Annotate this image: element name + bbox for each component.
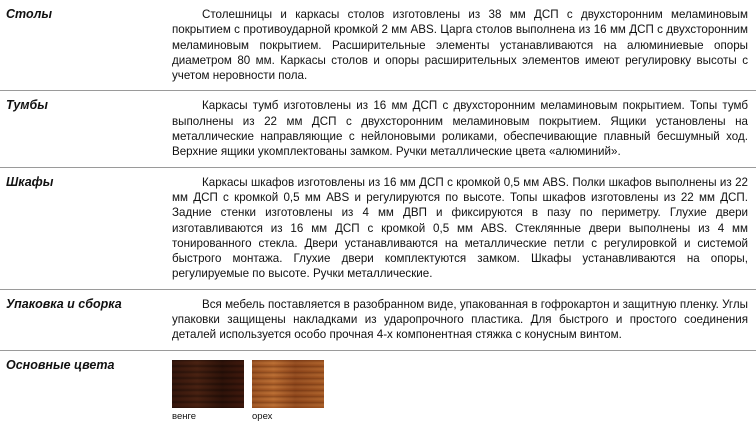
color-swatch-label: орех [252,410,273,422]
section-text: Каркасы тумб изготовлены из 16 мм ДСП с двухсторонним меламиновым покрытием. Топы тумб выполнены из 22 мм ДСП с двухсторонним меламиновым покрытием. Ящики установлены на металлические направляющие с нейлоновыми роликами, обеспечивающие плавный бесшумный ход. Верхние ящики укомплектованы замком. Ручки металлические цвета «алюминий». [172,99,748,159]
color-swatch-list [170,351,756,430]
section-row-stoly [0,0,756,90]
color-chip-icon [252,360,324,408]
color-swatch-label: венге [172,410,197,422]
section-label: Упаковка и сборка [6,296,122,311]
section-row-tumby [0,90,756,166]
section-text: Столешницы и каркасы столов изготовлены из 38 мм ДСП с двухсторонним меламиновым покрытием с противоударной кромкой 2 мм ABS. Царга столов выполнена из 16 мм ДСП с двухсторонним меламиновым покрытием. Расширительные элементы устанавливаются на алюминиевые опоры диаметром 80 мм. Каркасы столов и опоры расширительных элементов имеют регулировку высоты с учетом неровности пола. [172,8,748,83]
section-text: Каркасы шкафов изготовлены из 16 мм ДСП с кромкой 0,5 мм ABS. Полки шкафов выполнены из 22 мм ДСП с кромкой 0,5 мм ABS и регулируются по высоте. Топы шкафов изготовлены из 22 мм ДСП. Задние стенки изготовлены из 4 мм ДВП и фиксируются в пазу по периметру. Глухие двери изготавливаются из 16 мм ДСП с кромкой 0,5 мм ABS. Стеклянные двери выполнены из 4 мм тонированного стекла. Двери устанавливаются на металлические петли с регулировкой и системой быстрого монтажа. Глухие двери комплектуются замком. Шкафы устанавливаются на опоры, регулируемые по высоте. Ручки металлические. [172,175,748,281]
section-row-shkafy [0,167,756,289]
section-label: Столы [6,7,53,21]
section-row-upakovka [0,289,756,350]
color-swatch-oreh [252,360,324,423]
section-label: Шкафы [6,174,54,189]
section-label: Основные цвета [6,357,115,372]
color-swatch-wenge [172,360,244,423]
section-text: Вся мебель поставляется в разобранном виде, упакованная в гофрокартон и защитную пленку. Углы упаковки защищены накладками из ударопрочного пластика. Для быстрого и простого соединения деталей используется особо прочная 4-х компонентная стяжка с конусным винтом. [172,297,748,342]
section-row-colors [0,350,756,430]
color-chip-icon [172,360,244,408]
section-label: Тумбы [6,98,48,113]
